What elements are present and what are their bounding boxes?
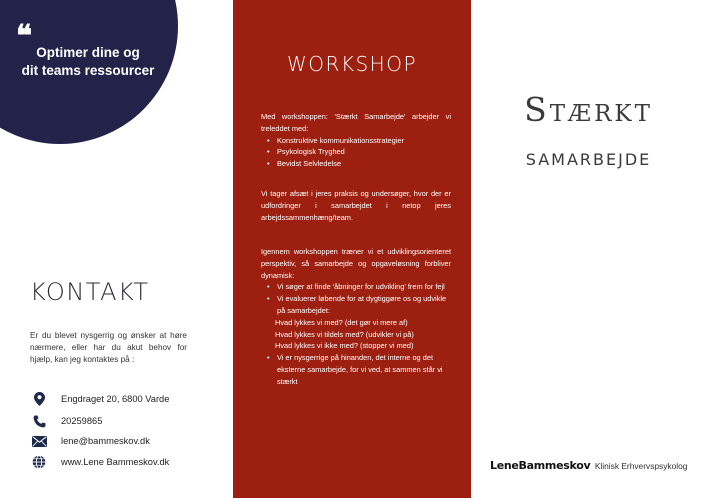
workshop-intro: Med workshoppen: 'Stærkt Samarbejde' arbejder vi treleddet med: (261, 112, 451, 133)
method-list (261, 281, 451, 316)
phone-icon (30, 414, 48, 428)
contact-address (30, 392, 169, 406)
phone-text: 20259865 (61, 416, 103, 426)
right-panel (472, 0, 705, 498)
workshop-para-2: Vi tager afsæt i jeres praksis og undersøger, hvor der er udfordringer i samarbejdet i netop jeres arbejdssammenhæng/team. (261, 189, 451, 222)
list-item: • Psykologisk Tryghed (277, 146, 451, 158)
method-list-end (261, 352, 451, 387)
workshop-heading: WORKSHOP (286, 52, 418, 76)
cover-subtitle: SAMARBEJDE (525, 150, 652, 169)
quote-icon: ❝ (16, 19, 33, 54)
contact-email[interactable] (30, 434, 150, 448)
location-pin-icon (30, 392, 48, 406)
list-item: • Vi er nysgerrige på hinanden, det interne og det eksterne samarbejde, for vi ved, at sammen står vi stærkt (277, 352, 451, 387)
list-item: • Vi evaluerer løbende for at dygtiggøre os og udvikle på samarbejdet: (277, 293, 451, 317)
kontakt-text: Er du blevet nysgerrig og ønsker at høre nærmere, eller har du akut behov for hjælp, kan jeg kontaktes på : (30, 331, 187, 364)
cover-title: Stærkt (524, 90, 653, 129)
list-item: • Konstruktive kommunikationsstrategier (277, 135, 451, 147)
brand-subtitle: Klinisk Erhvervspsykolog (594, 461, 688, 471)
tagline-line-2: dit teams ressourcer (21, 63, 155, 78)
envelope-icon (30, 434, 48, 448)
evaluation-question-3: Hvad lykkes vi ikke med? (stopper vi med) (275, 341, 414, 351)
contact-phone[interactable] (30, 414, 102, 428)
list-item: • Vi søger at finde 'åbninger for udvikling' frem for fejl (277, 281, 451, 293)
tagline (8, 44, 168, 80)
tagline-line-1: Optimer dine og (36, 45, 140, 60)
contact-website[interactable] (30, 455, 169, 469)
address-text: Engdraget 20, 6800 Varde (61, 394, 170, 404)
evaluation-question-1: Hvad lykkes vi med? (det gør vi mere af) (275, 317, 408, 327)
brand-logo (490, 456, 687, 474)
brand-name: LeneBammeskov (490, 459, 591, 472)
website-text: www.Lene Bammeskov.dk (61, 457, 170, 467)
focus-list (261, 135, 451, 170)
email-text: lene@bammeskov.dk (61, 436, 150, 446)
kontakt-heading: KONTAKT (30, 278, 150, 306)
left-panel (0, 0, 232, 498)
workshop-intro-block (261, 111, 451, 170)
workshop-method-block (261, 246, 451, 388)
globe-icon (30, 455, 48, 469)
list-item: • Bevidst Selvledelse (277, 158, 451, 170)
workshop-para-3: Igennem workshoppen træner vi et udviklingsorienteret perspektiv, så samarbejde og opgaveløsning forbliver dynamisk: (261, 247, 451, 280)
middle-panel (233, 0, 471, 498)
evaluation-question-2: Hvad lykkes vi tildels med? (udvikler vi på) (275, 329, 414, 339)
